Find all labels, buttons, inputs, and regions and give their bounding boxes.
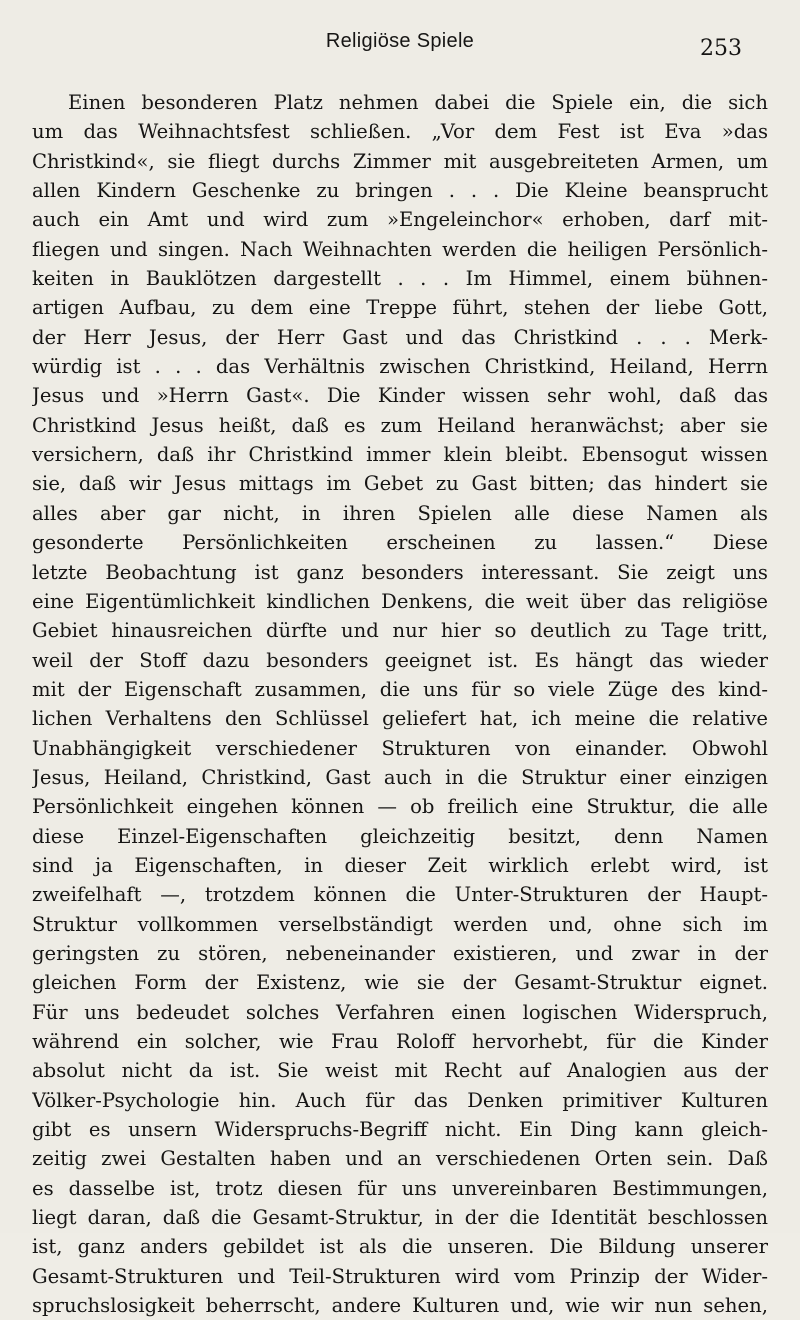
text-line: Jesus, Heiland, Christkind, Gast auch in die Struktur einer einzigen xyxy=(32,765,768,789)
text-line: artigen Aufbau, zu dem eine Treppe führt, stehen der liebe Gott, xyxy=(32,296,768,320)
text-line: eine Eigentümlichkeit kindlichen Denkens, die weit über das religiöse xyxy=(32,589,768,613)
text-line: der Herr Jesus, der Herr Gast und das Christkind . . . Merk- xyxy=(32,325,768,349)
text-line: alles aber gar nicht, in ihren Spielen alle diese Namen als xyxy=(32,501,768,525)
text-line: weil der Stoff dazu besonders geeignet ist. Es hängt das wieder xyxy=(32,648,768,672)
text-line: geringsten zu stören, nebeneinander existieren, und zwar in der xyxy=(32,941,768,965)
page-number: 253 xyxy=(700,36,742,61)
text-line: Einen besonderen Platz nehmen dabei die Spiele ein, die sich xyxy=(68,91,768,114)
text-line: sie, daß wir Jesus mittags im Gebet zu Gast bitten; das hindert sie xyxy=(32,472,768,496)
text-line: keiten in Bauklötzen dargestellt . . . Im Himmel, einem bühnen- xyxy=(32,267,768,291)
text-line: allen Kindern Geschenke zu bringen . . . Die Kleine beansprucht xyxy=(32,179,768,203)
text-line: gibt es unsern Widerspruchs-Begriff nicht. Ein Ding kann gleich- xyxy=(32,1118,768,1142)
text-line: Christkind Jesus heißt, daß es zum Heiland heranwächst; aber sie xyxy=(32,413,768,437)
text-line: Christkind«, sie fliegt durchs Zimmer mit ausgebreiteten Armen, um xyxy=(32,149,768,173)
text-line: diese Einzel-Eigenschaften gleichzeitig besitzt, denn Namen xyxy=(32,824,768,848)
text-line: ist, ganz anders gebildet ist als die unseren. Die Bildung unserer xyxy=(32,1235,768,1259)
text-line: zeitig zwei Gestalten haben und an verschiedenen Orten sein. Daß xyxy=(32,1147,768,1171)
text-line: gesonderte Persönlichkeiten erscheinen zu lassen.“ Diese xyxy=(32,531,768,555)
text-line: gleichen Form der Existenz, wie sie der Gesamt-Struktur eignet. xyxy=(32,971,768,995)
text-line: liegt daran, daß die Gesamt-Struktur, in der die Identität beschlossen xyxy=(32,1206,768,1230)
text-line: letzte Beobachtung ist ganz besonders interessant. Sie zeigt uns xyxy=(32,560,768,584)
text-line: sind ja Eigenschaften, in dieser Zeit wirklich erlebt wird, ist xyxy=(32,853,768,877)
text-line: um das Weihnachtsfest schließen. „Vor dem Fest ist Eva »das xyxy=(32,120,768,144)
text-line: Völker-Psychologie hin. Auch für das Denken primitiver Kulturen xyxy=(32,1088,768,1112)
text-line: Jesus und »Herrn Gast«. Die Kinder wissen sehr wohl, daß das xyxy=(32,384,768,408)
text-line: Gesamt-Strukturen und Teil-Strukturen wird vom Prinzip der Wider- xyxy=(32,1264,768,1288)
text-line: Persönlichkeit eingehen können — ob freilich eine Struktur, die alle xyxy=(32,795,768,819)
text-line: Unabhängigkeit verschiedener Strukturen von einander. Obwohl xyxy=(32,736,768,760)
text-line: Gebiet hinausreichen dürfte und nur hier so deutlich zu Tage tritt, xyxy=(32,619,768,643)
text-line: würdig ist . . . das Verhältnis zwischen Christkind, Heiland, Herrn xyxy=(32,355,768,379)
running-head: Religiöse Spiele xyxy=(325,30,475,52)
body-text xyxy=(32,88,768,1320)
text-line: lichen Verhaltens den Schlüssel geliefert hat, ich meine die relative xyxy=(32,707,768,731)
text-line: absolut nicht da ist. Sie weist mit Recht auf Analogien aus der xyxy=(32,1059,768,1083)
text-line: fliegen und singen. Nach Weihnachten werden die heiligen Persönlich- xyxy=(32,237,768,261)
text-line: auch ein Amt und wird zum »Engeleinchor« erhoben, darf mit- xyxy=(32,208,768,232)
text-line: mit der Eigenschaft zusammen, die uns für so viele Züge des kind- xyxy=(32,677,768,701)
text-line: spruchslosigkeit beherrscht, andere Kulturen und, wie wir nun sehen, xyxy=(32,1294,768,1318)
text-line: versichern, daß ihr Christkind immer klein bleibt. Ebensogut wissen xyxy=(32,443,768,467)
text-line: während ein solcher, wie Frau Roloff hervorhebt, für die Kinder xyxy=(32,1030,768,1053)
text-line: es dasselbe ist, trotz diesen für uns unvereinbaren Bestimmungen, xyxy=(32,1176,768,1200)
text-line: Für uns bedeudet solches Verfahren einen logischen Widerspruch, xyxy=(32,1000,768,1024)
text-line: Struktur vollkommen verselbständigt werden und, ohne sich im xyxy=(32,912,768,936)
text-line: zweifelhaft —, trotzdem können die Unter-Strukturen der Haupt- xyxy=(32,883,768,907)
